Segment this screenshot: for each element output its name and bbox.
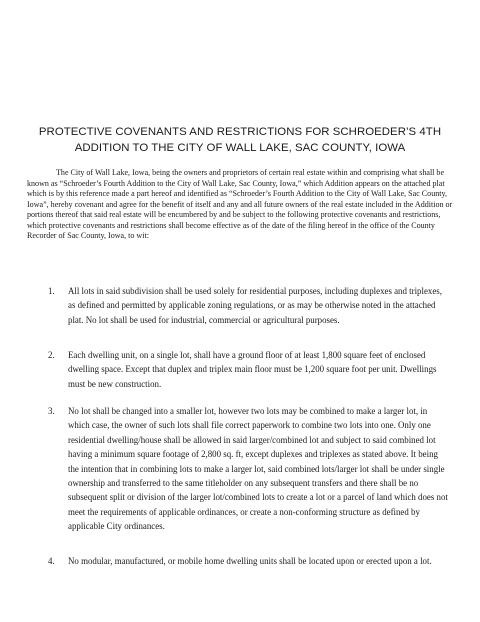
covenant-item-2 [48,348,448,391]
item-number: 2. [48,350,55,360]
item-text: No lot shall be changed into a smaller lot, however two lots may be combined to make a larger lot, in which case, the owner of such lots shall file correct paperwork to combine two lots into one. Only one residential dwelling/house shall be allowed in said larger/combined lot and subject to said combined lot having a minimum square footage of 2,800 sq. ft, except duplexes and triplexes as stated above. It being the intention that in combining lots to make a larger lot, said combined lots/larger lot shall be under single ownership and transferred to the same titleholder on any subsequent transfers and there shall be no subsequent split or division of the larger lot/combined lots to create a lot or a parcel of land which does not meet the requirements of applicable ordinances, or create a non-conforming structure as defined by applicable City ordinances. [68,406,448,532]
intro-paragraph: The City of Wall Lake, Iowa, being the owners and proprietors of certain real estate within and comprising what shall be known as “Schroeder’s Fourth Addition to the City of Wall Lake, Sac County, Iowa,” which Addition appears on the attached plat which is by this reference made a part hereof and identified as “Schroeder’s Fourth Addition to the City of Wall Lake, Sac County, Iowa”, hereby covenant and agree for the benefit of itself and any and all future owners of the real estate included in the Addition or portions thereof that said real estate will be encumbered by and be subject to the following protective covenants and restrictions, which protective covenants and restrictions shall become effective as of the date of the filing hereof in the office of the County Recorder of Sac County, Iowa, to wit: [27,168,453,241]
document-title: PROTECTIVE COVENANTS AND RESTRICTIONS FOR SCHROEDER’S 4TH ADDITION TO THE CITY OF WALL LAKE, SAC COUNTY, IOWA [38,126,442,154]
item-text: Each dwelling unit, on a single lot, shall have a ground floor of at least 1,800 square feet of enclosed dwelling space. Except that duplex and triplex main floor must be 1,200 square foot per unit. Dwellings must be new construction. [68,350,437,389]
item-number: 1. [48,286,55,296]
item-number: 3. [48,406,55,416]
covenant-item-3 [48,404,448,534]
item-number: 4. [48,556,55,566]
covenant-item-1 [48,284,448,327]
item-text: All lots in said subdivision shall be used solely for residential purposes, including duplexes and triplexes, as defined and permitted by applicable zoning regulations, or as may be otherwise noted in the attached plat. No lot shall be used for industrial, commercial or agricultural purposes. [68,286,442,325]
covenant-item-4 [48,554,448,568]
item-text: No modular, manufactured, or mobile home dwelling units shall be located upon or erected upon a lot. [68,556,432,566]
